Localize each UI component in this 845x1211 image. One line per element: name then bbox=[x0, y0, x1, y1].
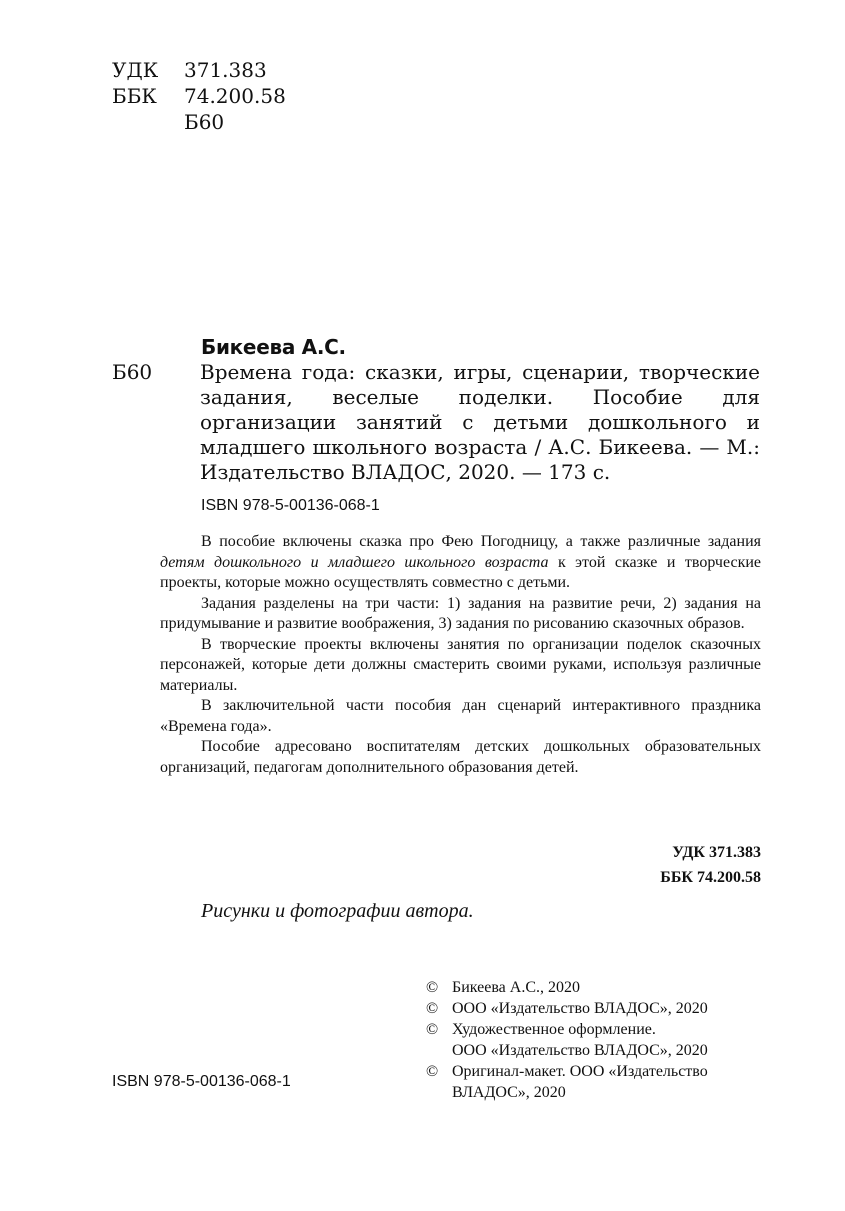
bbk-bottom: ББК 74.200.58 bbox=[660, 869, 761, 886]
bbk-value: 74.200.58 bbox=[184, 84, 286, 108]
copyright-icon: © bbox=[426, 979, 439, 996]
copyright-line-continuation: ООО «Издательство ВЛАДОС», 2020 bbox=[452, 1042, 708, 1059]
annotation-paragraph-5: Пособие адресовано воспитателям детских дошкольных образовательных организаций, педагогам дополнительного образования детей. bbox=[160, 738, 761, 776]
annotation-paragraph-1: В пособие включены сказка про Фею Погодницу, а также различные задания детям дошкольного и младшего школьного возраста к этой сказке и творческие проекты, которые можно осуществлять совместно с детьми. bbox=[160, 533, 762, 591]
classification-codes-bottom bbox=[660, 840, 761, 890]
annotation bbox=[160, 532, 761, 778]
copyright-line: © Оригинал-макет. ООО «Издательство bbox=[426, 1063, 708, 1080]
record-description-block bbox=[112, 360, 760, 485]
udk-value: 371.383 bbox=[184, 58, 267, 82]
copyright-line: © Художественное оформление. bbox=[426, 1021, 656, 1038]
copyright-line-continuation: ВЛАДОС», 2020 bbox=[452, 1084, 566, 1101]
record-isbn: ISBN 978-5-00136-068-1 bbox=[201, 497, 380, 514]
udk-row bbox=[112, 57, 286, 83]
copyright-line: © ООО «Издательство ВЛАДОС», 2020 bbox=[426, 1000, 708, 1017]
annotation-paragraph-4: В заключительной части пособия дан сценарий интерактивного праздника «Времена года». bbox=[160, 697, 761, 735]
author-sign-row bbox=[112, 109, 286, 135]
copyright-line: © Бикеева А.С., 2020 bbox=[426, 979, 580, 996]
annotation-paragraph-3: В творческие проекты включены занятия по организации поделок сказочных персонажей, которые дети должны смастерить своими руками, используя различные материалы. bbox=[160, 635, 761, 694]
classification-codes bbox=[112, 57, 286, 135]
record-cipher: Б60 bbox=[112, 360, 153, 384]
bbk-label: ББК bbox=[112, 84, 157, 108]
annotation-emphasis: детям дошкольного и младшего школьного возраста bbox=[160, 553, 549, 571]
bbk-row bbox=[112, 83, 286, 109]
record-author: Бикеева А.С. bbox=[201, 335, 346, 359]
copyright-icon: © bbox=[426, 1000, 439, 1017]
annotation-paragraph-2: Задания разделены на три части: 1) задания на развитие речи, 2) задания на придумывание и развитие воображения, 3) задания по рисованию сказочных образов. bbox=[160, 594, 761, 632]
copyright-icon: © bbox=[426, 1021, 439, 1038]
illustrations-credit: Рисунки и фотографии автора. bbox=[201, 900, 474, 922]
udk-label: УДК bbox=[112, 58, 159, 82]
author-sign: Б60 bbox=[184, 110, 225, 134]
copyright-icon: © bbox=[426, 1063, 439, 1080]
udk-bottom: УДК 371.383 bbox=[672, 844, 761, 861]
isbn-bottom: ISBN 978-5-00136-068-1 bbox=[112, 1073, 291, 1090]
copyright-block bbox=[426, 977, 708, 1103]
record-description: Времена года: сказки, игры, сценарии, творческие задания, веселые поделки. Пособие для организации занятий с детьми дошкольного и младшего школьного возраста / А.С. Бикеева. — М.: Издательство ВЛАДОС, 2020. — 173 с. bbox=[200, 360, 760, 484]
